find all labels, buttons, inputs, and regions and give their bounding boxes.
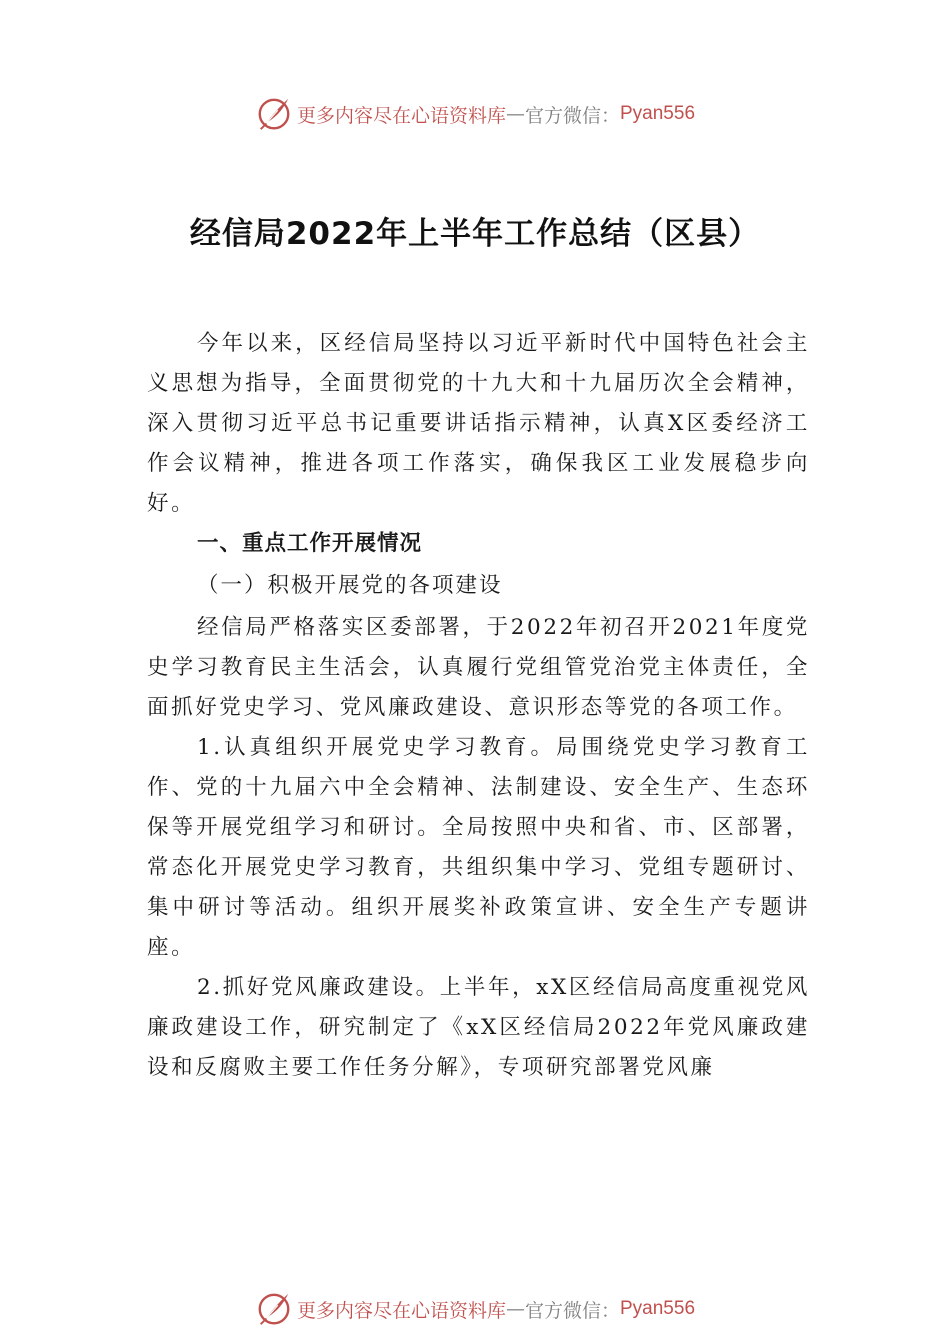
body-paragraph: 1.认真组织开展党史学习教育。局围绕党史学习教育工作、党的十九届六中全会精神、法制建设、安全生产、生态环保等开展党组学习和研讨。全局按照中央和省、市、区部署，常态化开展党史学习教育，共组织集中学习、党组专题研讨、集中研讨等活动。组织开展奖补政策宣讲、安全生产专题讲座。 — [147, 735, 810, 960]
banner-promo-text: 更多内容尽在心语资料库 — [296, 104, 506, 127]
body-paragraph: 2.抓好党风廉政建设。上半年，xX区经信局高度重视党风廉政建设工作，研究制定了《xX区经信局2022年党风廉政建设和反腐败主要工作任务分解》，专项研究部署党风廉 — [147, 975, 810, 1080]
document-body — [147, 324, 810, 1088]
feather-quill-logo-icon — [255, 1290, 293, 1328]
banner-wechat-id: Pyan556 — [620, 103, 696, 124]
banner-separator: — — [505, 1298, 525, 1320]
watermark-banner-bottom — [0, 1289, 950, 1329]
banner-wechat-label: 官方微信： — [524, 1299, 620, 1322]
document-title: 经信局2022年上半年工作总结（区县） — [189, 216, 761, 252]
feather-quill-logo-icon — [255, 95, 293, 133]
banner-wechat-id: Pyan556 — [620, 1298, 696, 1319]
banner-separator: — — [505, 103, 525, 125]
section-heading-1: 一、重点工作开展情况 — [197, 531, 423, 556]
banner-promo-text: 更多内容尽在心语资料库 — [296, 1299, 506, 1322]
body-paragraph: 经信局严格落实区委部署，于2022年初召开2021年度党史学习教育民主生活会，认真履行党组管党治党主体责任，全面抓好党史学习、党风廉政建设、意识形态等党的各项工作。 — [147, 615, 810, 720]
subsection-heading-1: （一）积极开展党的各项建设 — [197, 573, 503, 598]
intro-paragraph: 今年以来，区经信局坚持以习近平新时代中国特色社会主义思想为指导，全面贯彻党的十九大和十九届历次全会精神，深入贯彻习近平总书记重要讲话指示精神，认真X区委经济工作会议精神，推进各项工作落实，确保我区工业发展稳步向好。 — [147, 331, 810, 516]
watermark-banner-top — [0, 94, 950, 134]
banner-wechat-label: 官方微信： — [524, 104, 620, 127]
